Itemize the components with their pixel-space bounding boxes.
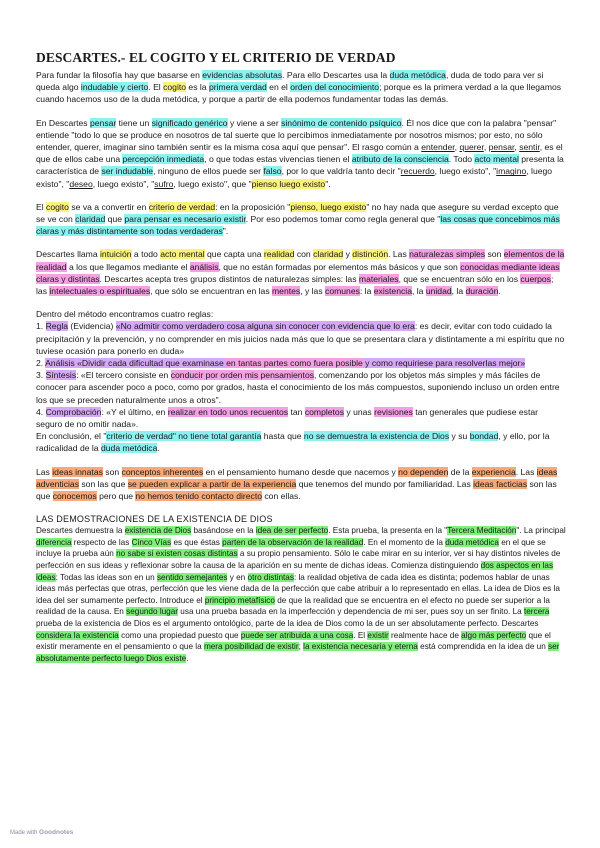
highlight: pienso, luego existo [290,201,367,212]
highlight: existencia [373,286,412,297]
paragraph-intuicion: Descartes llama intuición a todo acto mental que capta una realidad con claridad y distinción. Las naturalezas simples son elementos de la realidad a los que llegamos mediante el análisis, que no están formadas por elementos más básicos y que son conocidas mediante ideas claras y distintas. Descartes acepta tres grupos distintos de naturalezas simples: las materiales, que se encuentran sólo en los cuerpos; las intelectuales o espirituales, que sólo se encuentran en las mentes, y las comunes: la existencia, la unidad, la duración. [36,249,565,297]
rule-2: 2. Análisis «Dividir cada dificultad que examinase en tantas partes como fuera posible y como requiriese para resolverlas mejor» [36,358,526,369]
underlined-word: sufro [154,178,174,189]
rules-intro: Dentro del método encontramos cuatro reglas: [36,309,214,320]
highlight: ideas facticias [473,478,528,489]
highlight: acto mental [160,249,205,260]
highlight: comunes [325,286,360,297]
highlight: duración [465,286,499,297]
highlight: no dependen [398,466,449,477]
highlight: «No admitir como verdadero cosa alguna sin conocer con evidencia que lo era [115,321,415,332]
highlight: la existencia necesaria y eterna [303,642,418,652]
highlight: falso [263,166,282,177]
highlight: experiencia [471,466,516,477]
highlight: percepción inmediata [122,154,205,165]
paragraph-pensar: En Descartes pensar tiene un significado genérico y viene a ser sinónimo de contenido psíquico. Él nos dice que con la palabra "pensar" entiende "todo lo que se produce en nosotros de tal suerte que lo percibimos inmediatamente por nosotros mismos; por esto, no sólo entender, querer, imaginar sino también sentir es la misma cosa aquí que pensar". El rasgo común a entender, querer, pensar, sentir, es el que de ellos cabe una percepción inmediata, o que todas estas vivencias tienen el atributo de la consciencia. Todo acto mental presenta la característica de ser indudable, ninguno de ellos puede ser falso, por lo que valdría tanto decir "recuerdo, luego existo", "imagino, luego existo", "deseo, luego existo", "sufro, luego existo", que "pienso luego existo". [36,117,564,189]
underlined-word: pensar [488,142,515,153]
highlight: orden del conocimiento [290,82,380,93]
highlight: se pueden explicar a partir de la experiencia [127,478,297,489]
paragraph-ideas: Las ideas innatas son conceptos inherentes en el pensamiento humano desde que nacemos y no dependen de la experiencia. Las ideas adventicias son las que se pueden explicar a partir de la experiencia que tenemos del mundo por familiaridad. Las ideas facticias son las que conocemos pero que no hemos tenido contacto directo con ellas. [36,466,558,502]
highlight: claridad [75,214,106,225]
rule-1: 1. Regla (Evidencia) «No admitir como verdadero cosa alguna sin conocer con evidencia que lo era: es decir, evitar con todo cuidado la precipitación y la prevención, y no comprender en mis juicios nada más que lo que se presentara clara y distintamente a mi espíritu que no tuviese ocasión para ponerlo en duda» [36,321,565,356]
highlight: en tantas partes como fuera posible [226,358,363,369]
highlight: Tercera Meditación [447,526,517,536]
underlined-word: entender [421,142,455,153]
highlight: ser absolutamente perfecto luego Dios existe [36,642,560,663]
highlight: principio metafísico [204,595,275,605]
highlight: sentido semejantes [156,572,228,582]
highlight: evidencias absolutas [202,70,283,80]
highlight: intuición [100,249,132,260]
goodnotes-watermark: Made with Goodnotes [10,829,74,836]
highlight: conceptos inherentes [121,466,204,477]
highlight: no hemos tenido contacto directo [135,491,262,502]
highlight: realidad [263,249,295,260]
highlight: no sabe si existen cosas distintas [116,549,238,559]
underlined-word: recuerdo [400,166,435,177]
document-title: DESCARTES.- EL COGITO Y EL CRITERIO DE VERDAD [36,50,396,65]
highlight: acto mental [474,154,519,165]
highlight: ser indudable [101,166,154,177]
highlight: pensar [89,117,117,128]
document-page [36,50,566,664]
section-heading-dios: LAS DEMOSTRACIONES DE LA EXISTENCIA DE DIOS [36,514,273,525]
highlight: mentes [272,286,301,297]
highlight: intelectuales o espirituales [49,286,151,297]
highlight: otro distintas [247,572,294,582]
highlight: existencia de Dios [124,526,192,536]
highlight: Cinco Vías [131,537,172,547]
highlight: cuerpos [520,273,551,284]
highlight: criterio de verdad [148,201,216,212]
highlight: las cosas que concebimos más claras y más distintamente son todas verdaderas [36,214,560,237]
highlight: duda metódica [445,537,499,547]
highlight: criterio de verdad" no tiene total garantía [106,431,262,442]
highlight: dos aspectos en las ideas [36,561,554,582]
highlight: no se demuestra la existencia de Dios [303,431,450,442]
highlight: cogito [163,82,187,93]
highlight: revisiones [374,406,413,417]
highlight: duda metódica [389,70,446,80]
paragraph-cogito: El cogito se va a convertir en criterio de verdad: en la proposición "pienso, luego existo" no hay nada que asegure su verdad excepto que se ve con claridad que para pensar es necesario existir. Por eso podemos tomar como regla general que "las cosas que concebimos más claras y más distintamente son todas verdaderas". [36,201,560,237]
rule-3: 3. Síntesis: «El tercero consiste en conducir por orden mis pensamientos, comenzando por los objetos más simples y más fáciles de conocer para ascender poco a poco, como por grados, hasta el conocimiento de los más compuestos, suponiendo incluso un orden entre los que se preceden naturalmente unos a otros". [36,370,560,405]
highlight: cogito [46,201,69,212]
highlight: bondad [469,431,499,442]
paragraph-duda-metodica: Para fundar la filosofía hay que basarse en evidencias absolutas. Para ello Descartes usa la duda metódica, duda de todo para ver si queda algo indudable y cierto. El cogito es la primera verdad en el orden del conocimiento; porque es la primera verdad a la que llegamos cuando hacemos uso de la duda metódica, y porque a partir de ella podemos fundamentar todas las demás. [36,70,562,105]
highlight: indudable y cierto [80,82,149,93]
highlight: significado genérico [151,117,228,128]
highlight: Síntesis [45,370,77,381]
highlight: duda metódica [100,443,158,454]
highlight: materiales [358,273,399,284]
rules-conclusion: En conclusión, el "criterio de verdad" no tiene total garantía hasta que no se demuestra la existencia de Dios y su bondad, y ello, por la radicalidad de la duda metódica. [36,431,550,454]
highlight: ideas innatas [52,466,103,477]
highlight: idea de ser perfecto [255,526,329,536]
highlight: «Dividir cada dificultad que examinase [74,358,227,369]
highlight: conocemos [52,491,97,502]
highlight: puede ser atribuida a una cosa [240,630,354,640]
highlight: diferencia [36,537,72,547]
paragraph-dios: Descartes demuestra la existencia de Dios basándose en la idea de ser perfecto. Esta prueba, la presenta en la "Tercera Meditación". La principal diferencia respecto de las Cinco Vías es que éstas parten de la observación de la realidad. En el momento de la duda metódica en el que se incluye la prueba aún no sabe si existen cosas distintas a su propio pensamiento. Sólo le cabe mirar en su interior, ver si hay distintos niveles de perfección en sus ideas y reflexionar sobre la causa de la aparición en su mente de dichas ideas. Comienza distinguiendo dos aspectos en las ideas: Todas las ideas son en un sentido semejantes y en otro distintas: la realidad objetiva de cada idea es distinta; podemos hablar de unas ideas más perfectas que otras, perfección que les viene dada de la perfección que cabe atribuir a lo representado en ellas. La idea de Dios es la idea del ser sumamente perfecto. Introduce el principio metafísico de que la realidad que se encuentra en el efecto no puede ser superior a la realidad de la causa. En segundo lugar usa una prueba basada en la imperfección y dependencia de mi ser, pues soy un ser finito. La tercera prueba de la existencia de Dios es el argumento ontológico, parte de la idea de Dios como la de un ser absolutamente perfecto. Descartes considera la existencia como una propiedad puesto que puede ser atribuida a una cosa. El existir realmente hace de algo más perfecto que el existir meramente en el pensamiento o que la mera posibilidad de existir; la existencia necesaria y eterna está comprendida en la idea de un ser absolutamente perfecto luego Dios existe. [36,526,566,663]
highlight: Análisis [45,358,75,369]
highlight: ideas adventicias [36,466,558,489]
highlight: Regla [45,321,69,332]
highlight: realizar en todo unos recuentos [167,406,289,417]
highlight: mera posibilidad de existir [203,642,299,652]
highlight: Comprobación [45,406,102,417]
highlight: pienso luego existo [251,178,326,189]
highlight: completos [304,406,344,417]
highlight: análisis [189,261,219,272]
highlight: considera la existencia [36,630,119,640]
highlight: conducir por orden mis pensamientos [170,370,315,381]
highlight: claridad [313,249,344,260]
highlight: primera verdad [208,82,267,93]
highlight: sinónimo de contenido psíquico [281,117,402,128]
highlight: y como requiriese para resolverlas mejor» [362,358,526,369]
highlight: algo más perfecto [461,630,527,640]
highlight: naturalezas simples [409,249,486,260]
rule-4: 4. Comprobación: «Y el último, en realizar en todo unos recuentos tan completos y unas revisiones tan generales que pudiese estar seguro de no omitir nada». [36,406,538,430]
highlight: elementos de la realidad [36,249,565,272]
highlight: para pensar es necesario existir [124,214,246,225]
highlight: tercera [523,607,550,617]
underlined-word: querer [459,142,484,153]
underlined-word: sentir [519,142,540,153]
highlight: distinción [352,249,389,260]
highlight: segundo lugar [126,607,179,617]
highlight: parten de la observación de la realidad [222,537,364,547]
underlined-word: imagino [496,166,527,177]
highlight: unidad [425,286,452,297]
highlight: existir [367,630,389,640]
underlined-word: deseo [69,178,93,189]
highlight: atributo de la consciencia [351,154,449,165]
highlight: conocidas mediante ideas claras y distintas [36,261,560,284]
